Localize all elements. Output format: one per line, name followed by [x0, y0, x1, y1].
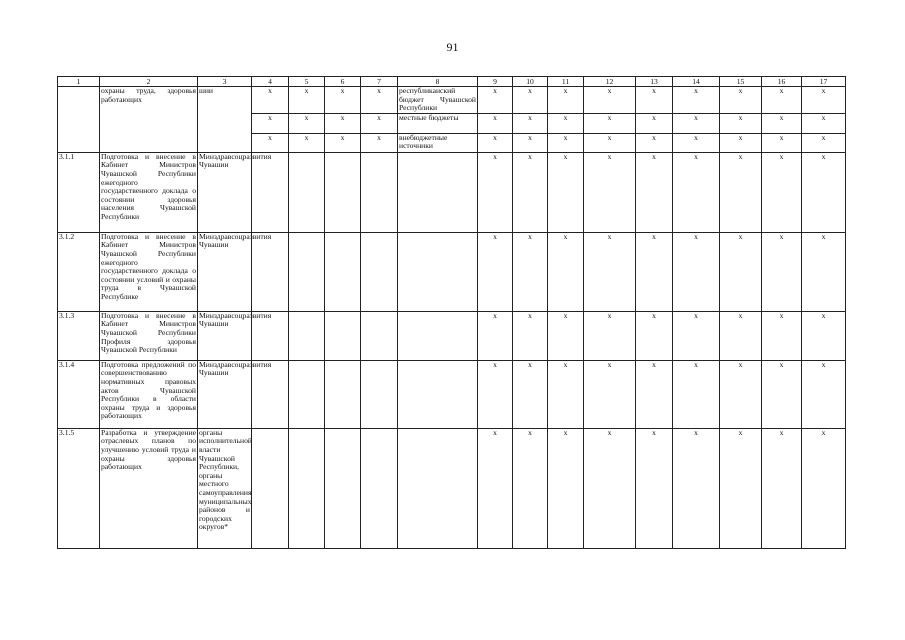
column-header: 7 [361, 77, 398, 87]
empty-cell [289, 360, 325, 428]
mark-cell: x [548, 152, 584, 232]
executor-cell: органы исполнительной власти Чувашской Республики, органы местного самоуправления муниципальных районов и городских округов* [198, 428, 252, 548]
column-header: 10 [513, 77, 548, 87]
empty-cell [252, 152, 289, 232]
activity-name-cell: охраны труда, здоровья работающих [100, 87, 198, 153]
mark-cell: x [584, 152, 636, 232]
mark-cell: x [673, 232, 720, 311]
column-header: 4 [252, 77, 289, 87]
mark-cell: x [548, 428, 584, 548]
table-row [58, 428, 846, 548]
empty-cell [289, 311, 325, 360]
mark-cell: x [584, 113, 636, 133]
row-number-cell: 3.1.5 [58, 428, 100, 548]
mark-cell: x [478, 113, 513, 133]
empty-cell [361, 360, 398, 428]
empty-cell [252, 360, 289, 428]
mark-cell: x [289, 87, 325, 114]
column-header: 6 [325, 77, 361, 87]
mark-cell: x [289, 113, 325, 133]
mark-cell: x [802, 113, 846, 133]
empty-cell [289, 152, 325, 232]
row-number-cell: 3.1.2 [58, 232, 100, 311]
mark-cell: x [584, 428, 636, 548]
column-header: 16 [762, 77, 802, 87]
mark-cell: x [762, 311, 802, 360]
mark-cell: x [720, 87, 762, 114]
mark-cell: x [361, 113, 398, 133]
row-number-cell [58, 87, 100, 153]
mark-cell: x [478, 152, 513, 232]
mark-cell: x [548, 113, 584, 133]
mark-cell: x [720, 113, 762, 133]
column-header: 8 [398, 77, 478, 87]
mark-cell: x [513, 113, 548, 133]
mark-cell: x [513, 360, 548, 428]
mark-cell: x [720, 428, 762, 548]
mark-cell: x [720, 232, 762, 311]
mark-cell: x [478, 360, 513, 428]
page-number: 91 [446, 40, 459, 54]
mark-cell: x [548, 87, 584, 114]
empty-cell [325, 232, 361, 311]
executor-cell: Минздравсоцразвития Чувашии [198, 360, 252, 428]
column-header: 11 [548, 77, 584, 87]
table-row [58, 360, 846, 428]
executor-cell: Минздравсоцразвития Чувашии [198, 311, 252, 360]
table-row [58, 152, 846, 232]
empty-cell [398, 360, 478, 428]
mark-cell: x [673, 133, 720, 152]
mark-cell: x [513, 87, 548, 114]
table-body [58, 77, 846, 549]
mark-cell: x [252, 113, 289, 133]
mark-cell: x [636, 152, 673, 232]
activity-name-cell: Разработка и утверждение отраслевых планов по улучшению условий труда и охраны здоровья работающих [100, 428, 198, 548]
mark-cell: x [252, 133, 289, 152]
mark-cell: x [673, 428, 720, 548]
table-row [58, 311, 846, 360]
mark-cell: x [673, 152, 720, 232]
executor-cell: шии [198, 87, 252, 153]
mark-cell: x [584, 311, 636, 360]
column-header: 1 [58, 77, 100, 87]
mark-cell: x [636, 232, 673, 311]
mark-cell: x [289, 133, 325, 152]
column-header: 9 [478, 77, 513, 87]
funding-source-cell: республиканский бюджет Чувашской Республики [399, 86, 476, 113]
mark-cell: x [361, 87, 398, 114]
mark-cell: x [478, 133, 513, 152]
mark-cell: x [720, 311, 762, 360]
empty-cell [398, 428, 478, 548]
mark-cell: x [513, 311, 548, 360]
empty-cell [361, 232, 398, 311]
mark-cell: x [673, 360, 720, 428]
mark-cell: x [720, 360, 762, 428]
mark-cell: x [513, 152, 548, 232]
column-header: 12 [584, 77, 636, 87]
table-row [58, 232, 846, 311]
empty-cell [289, 232, 325, 311]
mark-cell: x [478, 232, 513, 311]
mark-cell: x [673, 311, 720, 360]
mark-cell: x [548, 232, 584, 311]
activity-name-cell: Подготовка и внесение в Кабинет Министров Чувашской Республики ежегодного государственного доклада о состоянии здоровья населения Чувашской Республики [100, 152, 198, 232]
mark-cell: x [762, 133, 802, 152]
mark-cell: x [762, 87, 802, 114]
mark-cell: x [478, 87, 513, 114]
column-header: 13 [636, 77, 673, 87]
mark-cell: x [762, 152, 802, 232]
mark-cell: x [548, 133, 584, 152]
table-row [58, 87, 846, 114]
funding-source-cell: местные бюджеты [398, 113, 478, 133]
mark-cell: x [252, 87, 289, 114]
mark-cell: x [802, 152, 846, 232]
empty-cell [252, 428, 289, 548]
empty-cell [361, 152, 398, 232]
mark-cell: x [802, 428, 846, 548]
executor-cell: Минздравсоцразвития Чувашии [198, 232, 252, 311]
mark-cell: x [584, 360, 636, 428]
mark-cell: x [762, 360, 802, 428]
mark-cell: x [802, 87, 846, 114]
column-header: 5 [289, 77, 325, 87]
activity-name-cell: Подготовка и внесение в Кабинет Министров Чувашской Республики ежегодного государственного доклада о состоянии условий и охраны труда в Чувашской Республике [100, 232, 198, 311]
funding-source-cell: внебюджетные источники [398, 133, 478, 152]
executor-cell: Минздравсоцразвития Чувашии [198, 152, 252, 232]
mark-cell: x [802, 311, 846, 360]
mark-cell: x [548, 360, 584, 428]
program-table [57, 76, 846, 549]
mark-cell: x [325, 87, 361, 114]
mark-cell: x [802, 360, 846, 428]
column-header: 2 [100, 77, 198, 87]
empty-cell [289, 428, 325, 548]
empty-cell [325, 360, 361, 428]
mark-cell: x [636, 113, 673, 133]
empty-cell [361, 311, 398, 360]
mark-cell: x [478, 428, 513, 548]
mark-cell: x [720, 152, 762, 232]
row-number-cell: 3.1.4 [58, 360, 100, 428]
mark-cell: x [673, 87, 720, 114]
mark-cell: x [325, 113, 361, 133]
mark-cell: x [478, 311, 513, 360]
mark-cell: x [513, 232, 548, 311]
column-header: 15 [720, 77, 762, 87]
mark-cell: x [548, 311, 584, 360]
mark-cell: x [762, 428, 802, 548]
row-number-cell: 3.1.3 [58, 311, 100, 360]
mark-cell: x [584, 87, 636, 114]
mark-cell: x [720, 133, 762, 152]
mark-cell: x [513, 428, 548, 548]
mark-cell: x [762, 232, 802, 311]
activity-name-cell: Подготовка предложений по совершенствованию нормативных правовых актов Чувашской Республики в области охраны труда и здоровья работающих [100, 360, 198, 428]
mark-cell: x [584, 232, 636, 311]
mark-cell: x [584, 133, 636, 152]
empty-cell [325, 311, 361, 360]
row-number-cell: 3.1.1 [58, 152, 100, 232]
mark-cell: x [636, 360, 673, 428]
empty-cell [361, 428, 398, 548]
mark-cell: x [762, 113, 802, 133]
mark-cell: x [361, 133, 398, 152]
mark-cell: x [513, 133, 548, 152]
activity-name-cell: Подготовка и внесение в Кабинет Министров Чувашской Республики Профиля здоровья Чувашской Республики [100, 311, 198, 360]
empty-cell [325, 152, 361, 232]
mark-cell: x [636, 87, 673, 114]
empty-cell [325, 428, 361, 548]
mark-cell: x [673, 113, 720, 133]
empty-cell [398, 311, 478, 360]
empty-cell [398, 232, 478, 311]
mark-cell: x [802, 232, 846, 311]
mark-cell: x [802, 133, 846, 152]
mark-cell: x [636, 428, 673, 548]
column-header: 17 [802, 77, 846, 87]
column-header: 14 [673, 77, 720, 87]
mark-cell: x [325, 133, 361, 152]
empty-cell [398, 152, 478, 232]
mark-cell: x [636, 311, 673, 360]
empty-cell [252, 232, 289, 311]
column-header: 3 [198, 77, 252, 87]
mark-cell: x [636, 133, 673, 152]
header-row [58, 77, 846, 87]
